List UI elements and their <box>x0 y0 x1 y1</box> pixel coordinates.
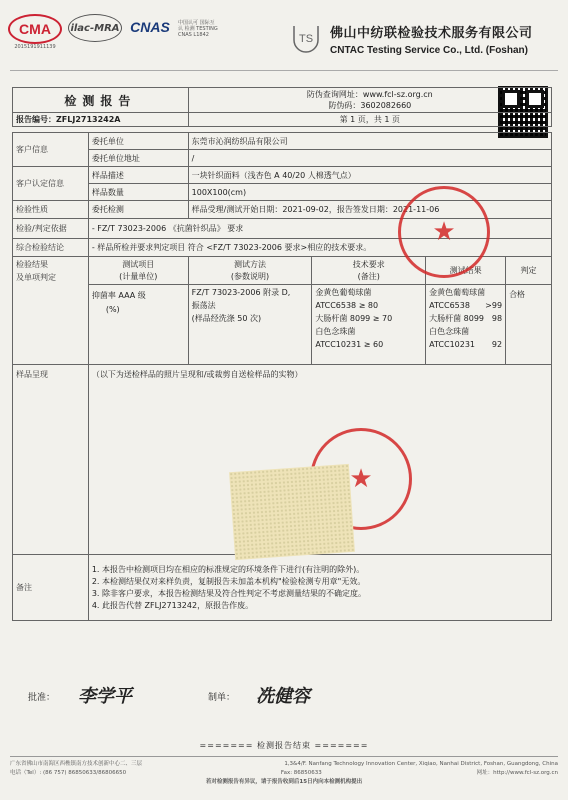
basis-label: 检验/判定依据 <box>13 219 89 239</box>
result-item-name: 抑菌率 AAA 级 <box>91 291 146 300</box>
report-no-cell <box>13 113 189 127</box>
approve-label: 批准： <box>28 693 56 703</box>
sample-section-label: 客户认定信息 <box>13 167 89 201</box>
anti-fake-code-line <box>192 100 548 111</box>
official-seal-icon: ★ <box>398 186 490 278</box>
testing-service-logo-icon <box>288 20 324 56</box>
cnas-logo <box>128 14 172 40</box>
result-res-5 <box>429 338 502 351</box>
client-address: / <box>188 150 551 167</box>
report-title: 检测报告 <box>13 88 189 113</box>
company-header <box>330 22 560 56</box>
anti-fake-code-label: 防伪码： <box>328 101 361 110</box>
anti-fake-site-line <box>192 89 548 100</box>
test-nature-label: 检验性质 <box>13 201 89 219</box>
anti-fake-site: www.fcl-sz.org.cn <box>362 90 433 99</box>
test-dates: 样品受理/测试开始日期：2021-09-02，报告签发日期：2021-11-06 <box>188 201 551 219</box>
ilac-mra-mark-icon: ilac-MRA <box>68 14 122 42</box>
presentation-note: （以下为送检样品的照片呈现和/或裁剪自送检样品的实物） <box>88 365 551 555</box>
result-res-5b: 92 <box>491 340 503 349</box>
header-item-text: 测试项目 <box>122 259 155 269</box>
cma-number: 2015191911139 <box>14 44 56 50</box>
report-no: ZFLJ2713242A <box>56 115 121 124</box>
footer-address-cn: 广东省佛山市南海区西樵镇南方技术创新中心二、三层 <box>10 761 143 767</box>
ilac-logo <box>68 14 122 42</box>
client-address-label: 委托单位地址 <box>88 150 188 167</box>
cma-logo <box>8 14 62 50</box>
entrusting-unit-label: 委托单位 <box>88 133 188 150</box>
sample-qty-label: 样品数量 <box>88 184 188 201</box>
header-method <box>188 257 312 285</box>
result-res-4: 白色念珠菌 <box>429 327 470 336</box>
presentation-label: 样品呈现 <box>13 365 89 555</box>
prepare-signature: 冼健容 <box>256 686 310 707</box>
remark-item: 1. 本报告中检测项目均在相应的标准规定的环境条件下进行(有注明的除外)。 <box>91 564 365 574</box>
result-requirement <box>312 285 426 365</box>
page-info: 第 1 页，共 1 页 <box>188 113 551 127</box>
result-res-1: 金黄色葡萄球菌 <box>429 288 486 297</box>
result-item <box>88 285 188 365</box>
result-req-5: ATCC10231 ≥ 60 <box>315 340 384 349</box>
result-res-2 <box>429 299 502 312</box>
result-method-3: (样品经洗涤 50 次) <box>191 314 262 323</box>
prepare-label: 制单： <box>208 693 236 703</box>
result-method <box>188 285 312 365</box>
svg-text:TS: TS <box>298 33 314 45</box>
result-req-3: 大肠杆菌 8099 ≥ 70 <box>315 314 393 323</box>
footer-contact-row <box>10 769 558 778</box>
client-section-label: 客户信息 <box>13 133 89 167</box>
result-res-2b: >99 <box>485 301 503 310</box>
header-requirement-text: 技术要求 <box>352 259 385 269</box>
cnas-accreditation-text: 中国认可 国际互认 检测 TESTING CNAS L1842 <box>178 20 218 38</box>
remarks-label: 备注 <box>13 555 89 621</box>
approve-signature: 李学平 <box>78 686 132 707</box>
company-name-cn: 佛山中纺联检验技术服务有限公司 <box>330 26 533 41</box>
remark-item: 4. 此报告代替 ZFLJ2713242，原报告作废。 <box>91 600 254 610</box>
results-section-line1: 检验结果 <box>16 260 48 269</box>
result-values <box>426 285 506 365</box>
result-item-unit: (%) <box>105 305 120 314</box>
conclusion-label: 综合检验结论 <box>13 239 89 257</box>
result-res-5a: ATCC10231 <box>429 340 476 349</box>
company-name-en: CNTAC Testing Service Co., Ltd. (Foshan) <box>330 45 528 56</box>
test-nature-value: 委托检测 <box>88 201 188 219</box>
fabric-sample-image <box>229 464 355 560</box>
certification-logos <box>8 14 218 64</box>
anti-fake-site-label: 防伪查询网址： <box>306 90 363 99</box>
footer-fax: Fax: 86850633 <box>280 770 322 776</box>
header-judgement: 判定 <box>506 257 552 285</box>
remarks-list <box>88 555 551 621</box>
result-judgement: 合格 <box>506 285 552 365</box>
entrusting-unit: 东莞市沁润纺织品有限公司 <box>188 133 551 150</box>
page-footer <box>10 756 558 787</box>
results-section-label <box>13 257 89 365</box>
result-res-3a: 大肠杆菌 8099 <box>429 314 485 323</box>
header-requirement-note: (备注) <box>357 271 380 281</box>
result-res-3 <box>429 312 502 325</box>
header-method-text: 测试方法 <box>233 259 266 269</box>
header-method-note: (参数说明) <box>230 271 270 281</box>
conclusion-value: - 样品所检并要求判定项目 符合 <FZ/T 73023-2006 要求>相应的技术要求。 <box>88 239 551 257</box>
header-item <box>88 257 188 285</box>
result-req-2: ATCC6538 ≥ 80 <box>315 301 379 310</box>
report-no-label: 报告编号： <box>16 115 56 124</box>
result-method-1: FZ/T 73023-2006 附录 D, <box>191 288 291 297</box>
cma-mark-icon: CMA <box>8 14 62 44</box>
sample-qty: 100X100(cm) <box>188 184 551 201</box>
cnas-mark-icon: CNAS <box>130 19 170 35</box>
remark-item: 2. 本检测结果仅对来样负责，复制报告未加盖本机构"检验检测专用章"无效。 <box>91 576 366 586</box>
results-section-line2: 及单项判定 <box>16 273 56 282</box>
anti-fake-code: 3602082660 <box>360 101 412 110</box>
result-req-4: 白色念珠菌 <box>315 327 356 336</box>
footer-web[interactable]: 网址：http://www.fcl-sz.org.cn <box>476 770 558 776</box>
result-method-2: 振荡法 <box>191 301 216 310</box>
footer-tel: 电话（Tel）: (86 757) 86850633/86806650 <box>10 770 127 776</box>
sample-desc: 一块针织面料（浅杏色 A 40/20 人棉透气点） <box>188 167 551 184</box>
header-result: 测试结果 <box>426 257 506 285</box>
footer-address-row <box>10 760 558 769</box>
result-res-3b: 98 <box>491 314 503 323</box>
result-res-2a: ATCC6538 <box>429 301 470 310</box>
footer-notice: 若对检测报告有异议，请于报告收到后15日内向本检测机构提出 <box>205 779 363 785</box>
result-req-1: 金黄色葡萄球菌 <box>315 288 372 297</box>
report-end-line: ======= 检测报告结束 ======= <box>199 741 369 750</box>
basis-value: - FZ/T 73023-2006 《抗菌针织品》 要求 <box>88 219 551 239</box>
footer-address-en: 1,3&4/F. Nanfang Technology Innovation Center, Xiqiao, Nanhai District, Foshan, Guangdong, China <box>284 761 558 767</box>
header-divider <box>10 70 558 71</box>
sample-desc-label: 样品描述 <box>88 167 188 184</box>
remark-item: 3. 除非客户要求，本报告检测结果及符合性判定不考虑测量结果的不确定度。 <box>91 588 367 598</box>
test-seal-icon: ★ <box>310 428 412 530</box>
header-item-unit: (计量单位) <box>119 271 158 281</box>
